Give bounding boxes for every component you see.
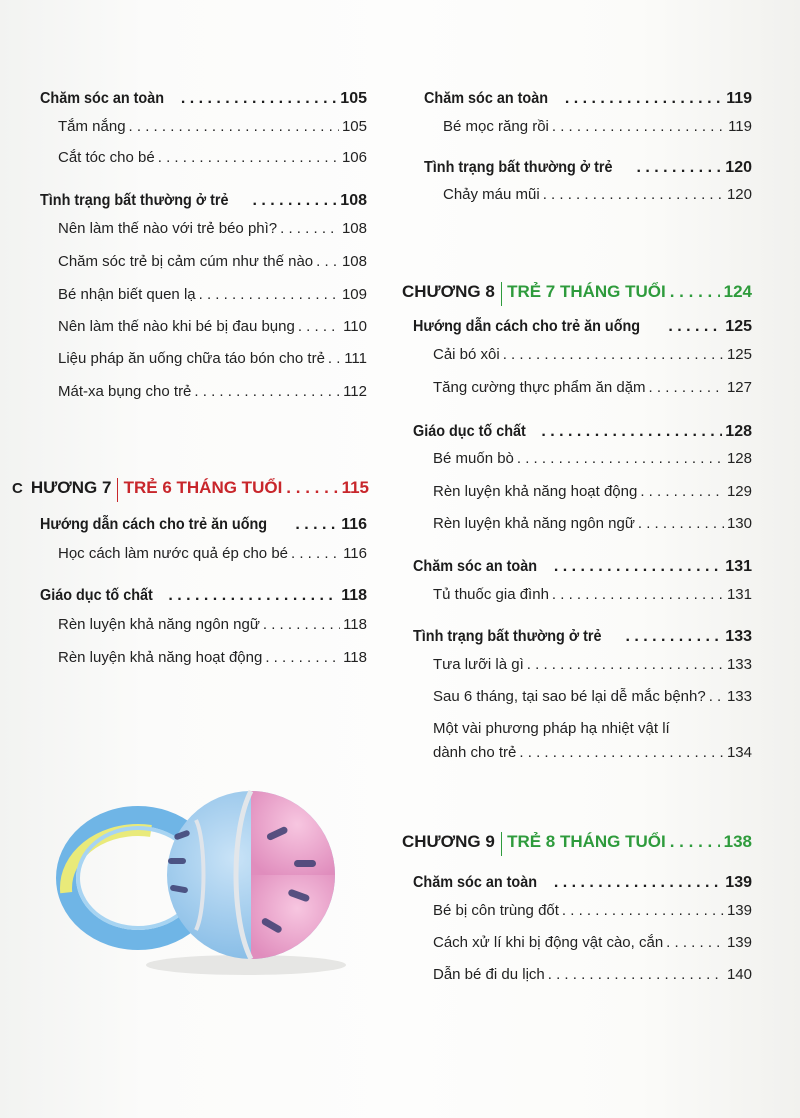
- toc-item[interactable]: Chăm sóc trẻ bị cảm cúm như thế nào . . . 108: [58, 253, 367, 270]
- toc-item[interactable]: Tưa lưỡi là gì . . . 133: [433, 656, 752, 673]
- toc-section[interactable]: Chăm sóc an toàn . . . 105: [40, 90, 367, 108]
- toc-item[interactable]: Cắt tóc cho bé . . . 106: [58, 149, 367, 166]
- toc-section[interactable]: Chăm sóc an toàn . . . 139: [413, 874, 752, 892]
- toc-item[interactable]: Cách xử lí khi bị động vật cào, cắn . . . 139: [433, 934, 752, 951]
- toc-item[interactable]: Rèn luyện khả năng hoạt động . . . 129: [433, 483, 752, 500]
- toc-item[interactable]: Rèn luyện khả năng ngôn ngữ . . . 118: [58, 616, 367, 633]
- toc-item[interactable]: Bé mọc răng rồi . . . 119: [443, 118, 752, 135]
- toc-item[interactable]: Nên làm thế nào khi bé bị đau bụng . . . 110: [58, 318, 367, 335]
- toc-item[interactable]: Liệu pháp ăn uống chữa táo bón cho trẻ . . . 111: [58, 350, 367, 367]
- toc-item[interactable]: Sau 6 tháng, tại sao bé lại dễ mắc bệnh? . . . 133: [433, 688, 752, 705]
- toc-item[interactable]: Chảy máu mũi . . . 120: [443, 186, 752, 203]
- toc-item-line1[interactable]: Một vài phương pháp hạ nhiệt vật lí: [433, 720, 670, 737]
- toc-section[interactable]: Tình trạng bất thường ở trẻ . . . 133: [413, 628, 752, 646]
- toc-item[interactable]: Tăng cường thực phẩm ăn dặm . . . 127: [433, 379, 752, 396]
- toc-item[interactable]: Cải bó xôi . . . 125: [433, 346, 752, 363]
- chapter-heading-8[interactable]: CHƯƠNG 8 TRẺ 7 THÁNG TUỔI . . . 124: [402, 282, 752, 306]
- toc-item[interactable]: dành cho trẻ . . . 134: [433, 744, 752, 761]
- toc-section[interactable]: Tình trạng bất thường ở trẻ . . . 108: [40, 192, 367, 210]
- toc-section[interactable]: Giáo dục tố chất . . . 128: [413, 423, 752, 441]
- toc-item[interactable]: Bé bị côn trùng đốt . . . 139: [433, 902, 752, 919]
- toc-section[interactable]: Chăm sóc an toàn . . . 131: [413, 558, 752, 576]
- chapter-heading-7[interactable]: C HƯƠNG 7 TRẺ 6 THÁNG TUỔI . . . 115: [12, 478, 369, 502]
- toc-section[interactable]: Hướng dẫn cách cho trẻ ăn uống . . . 116: [40, 516, 367, 534]
- toc-item[interactable]: Nên làm thế nào với trẻ béo phì? . . . 108: [58, 220, 367, 237]
- toc-section[interactable]: Chăm sóc an toàn . . . 119: [424, 90, 752, 108]
- toc-item[interactable]: Rèn luyện khả năng ngôn ngữ . . . 130: [433, 515, 752, 532]
- toc-item[interactable]: Dẫn bé đi du lịch . . . 140: [433, 966, 752, 983]
- toc-item[interactable]: Tủ thuốc gia đình . . . 131: [433, 586, 752, 603]
- toc-item[interactable]: Tắm nắng . . . 105: [58, 118, 367, 135]
- toc-item[interactable]: Bé muốn bò . . . 128: [433, 450, 752, 467]
- toc-section[interactable]: Hướng dẫn cách cho trẻ ăn uống . . . 125: [413, 318, 752, 336]
- toc-item[interactable]: Mát-xa bụng cho trẻ . . . 112: [58, 383, 367, 400]
- chapter-heading-9[interactable]: CHƯƠNG 9 TRẺ 8 THÁNG TUỔI . . . 138: [402, 832, 752, 856]
- rattle-ball-toy-illustration: [56, 760, 356, 980]
- toc-item[interactable]: Rèn luyện khả năng hoạt động . . . 118: [58, 649, 367, 666]
- toc-item[interactable]: Học cách làm nước quả ép cho bé . . . 116: [58, 545, 367, 562]
- toc-item[interactable]: Bé nhận biết quen lạ . . . 109: [58, 286, 367, 303]
- toc-section[interactable]: Tình trạng bất thường ở trẻ . . . 120: [424, 159, 752, 177]
- toc-section[interactable]: Giáo dục tố chất . . . 118: [40, 587, 367, 605]
